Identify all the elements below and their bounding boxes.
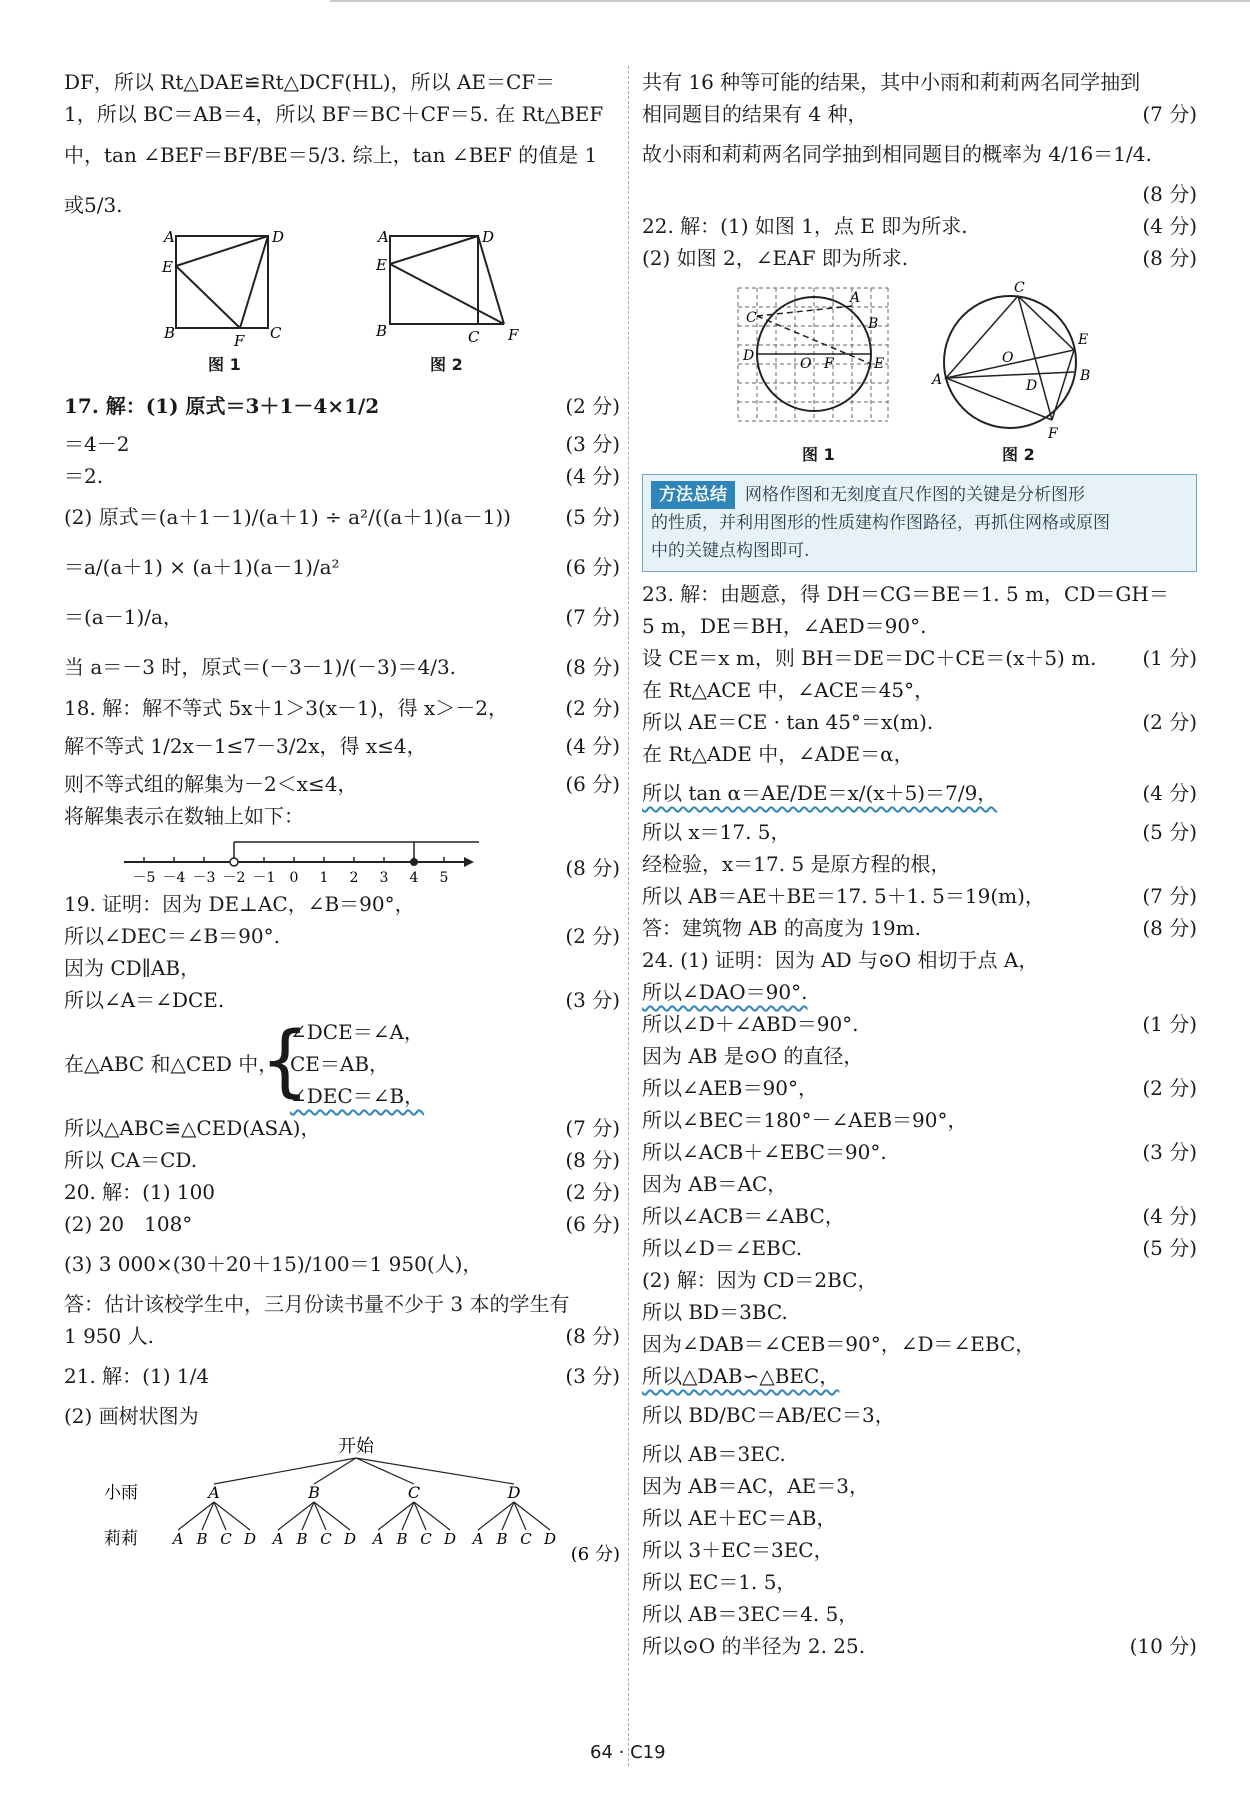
- text-line: 所以 CA＝CD. (8 分): [64, 1148, 620, 1172]
- text-line: 22. 解：(1) 如图 1，点 E 即为所求. (4 分): [642, 214, 1197, 238]
- tree-leaf: D: [543, 1530, 557, 1548]
- score: (6 分): [570, 1544, 620, 1562]
- text-line: 23. 解：由题意，得 DH＝CG＝BE＝1. 5 m，CD＝GH＝: [642, 582, 1169, 606]
- svg-text:C: C: [468, 328, 480, 346]
- text-line: 所以 AB＝AE＋BE＝17. 5＋1. 5＝19(m)， (7 分): [642, 884, 1197, 908]
- tree-leaf: D: [243, 1530, 257, 1548]
- text-line: 所以 3＋EC＝3EC，: [642, 1538, 834, 1562]
- text-line: 5 m，DE＝BH，∠AED＝90°.: [642, 614, 927, 638]
- top-rule: [330, 0, 1250, 2]
- text-line: 因为 AB 是⊙O 的直径，: [642, 1044, 864, 1068]
- text-line: ＝2. (4 分): [64, 464, 620, 488]
- text-line: 所以 BD/BC＝AB/EC＝3，: [642, 1403, 895, 1427]
- text-line: 设 CE＝x m，则 BH＝DE＝DC＋CE＝(x＋5) m. (1 分): [642, 646, 1197, 670]
- text-line: 所以 tan α＝AE/DE＝x/(x＋5)＝7/9， (4 分): [642, 781, 1197, 805]
- svg-text:F: F: [1048, 426, 1058, 442]
- text-line: 21. 解：(1) 1/4 (3 分): [64, 1364, 620, 1388]
- label-E: E: [162, 258, 173, 276]
- axis-tick-label: －4: [162, 870, 186, 886]
- text-line: 18. 解：解不等式 5x＋1＞3(x－1)，得 x＞－2， (2 分): [64, 696, 620, 720]
- text-line: 所以 BD＝3BC.: [642, 1300, 788, 1324]
- label-B: B: [164, 324, 176, 342]
- svg-text:E: E: [376, 256, 387, 274]
- text-line: 所以⊙O 的半径为 2. 25. (10 分): [642, 1634, 1197, 1658]
- q24: [642, 944, 1197, 1662]
- axis-tick-label: －5: [132, 870, 156, 886]
- text-line: 所以 AB＝3EC.: [642, 1442, 786, 1466]
- axis-tick-label: 3: [379, 870, 389, 886]
- text-line: ＝4－2 (3 分): [64, 432, 620, 456]
- axis-tick-label: －1: [252, 870, 276, 886]
- svg-text:E: E: [1078, 332, 1089, 348]
- tree-leaf: C: [420, 1530, 432, 1548]
- text-line: (2) 解：因为 CD＝2BC，: [642, 1268, 878, 1292]
- text-line: 因为 AB＝AC，: [642, 1172, 788, 1196]
- tree-leaf: D: [343, 1530, 357, 1548]
- svg-text:C: C: [746, 310, 757, 326]
- closed-point: [410, 858, 418, 866]
- brace-group: 在△ABC 和△CED 中， { ∠DCE＝∠A， CE＝AB， ∠DEC＝∠B，: [64, 1016, 425, 1108]
- tree-row1-label: 小雨: [104, 1483, 138, 1503]
- tree-leaf: D: [443, 1530, 457, 1548]
- text-line: 所以∠ACB＝∠ABC， (4 分): [642, 1204, 1197, 1228]
- tree-svg: [64, 1432, 620, 1562]
- q18: [64, 692, 620, 888]
- text-line: 解不等式 1/2x－1≤7－3/2x，得 x≤4， (4 分): [64, 734, 620, 758]
- number-line-svg: [64, 832, 620, 888]
- svg-text:D: D: [743, 348, 755, 364]
- text-line: 因为 AB＝AC，AE＝3，: [642, 1474, 870, 1498]
- svg-text:A: A: [932, 372, 943, 388]
- method-summary-box: 方法总结 网格作图和无刻度直尺作图的关键是分析图形 的性质，并利用图形的性质建构作图路径，再抓住网格或原图 中的关键点构图即可.: [642, 474, 1197, 572]
- q19: [64, 888, 620, 1176]
- text-line: 19. 证明：因为 DE⊥AC，∠B＝90°，: [64, 892, 415, 916]
- text-line: 所以∠DEC＝∠B＝90°. (2 分): [64, 924, 620, 948]
- text-line: 所以∠AEB＝90°， (2 分): [642, 1076, 1197, 1100]
- text-line: 20. 解：(1) 100 (2 分): [64, 1180, 620, 1204]
- left-column: [64, 66, 620, 1562]
- q21-continued: [642, 66, 1197, 210]
- text-line: (8 分): [1142, 182, 1197, 206]
- svg-text:D: D: [482, 230, 495, 246]
- text-line: 所以△DAB∽△BEC，: [642, 1364, 840, 1388]
- text-line: 所以∠ACB＋∠EBC＝90°. (3 分): [642, 1140, 1197, 1164]
- text-line: 将解集表示在数轴上如下：: [64, 804, 304, 828]
- text-line: 所以∠A＝∠DCE. (3 分): [64, 988, 620, 1012]
- svg-text:A: A: [850, 290, 861, 306]
- svg-text:B: B: [868, 316, 879, 332]
- text-line: 答：估计该校学生中，三月份读书量不少于 3 本的学生有: [64, 1292, 570, 1316]
- axis-tick-label: 0: [289, 870, 299, 886]
- text-line: 因为∠DAB＝∠CEB＝90°，∠D＝∠EBC，: [642, 1332, 1036, 1356]
- svg-text:C: C: [1014, 280, 1025, 296]
- axis-tick-label: 2: [349, 870, 359, 886]
- tree-node: B: [308, 1483, 320, 1502]
- text-line: 17. 解：(1) 原式＝3＋1－4×1/2 (2 分): [64, 394, 620, 418]
- tree-node: A: [208, 1483, 220, 1502]
- q20: [64, 1176, 620, 1352]
- axis-tick-label: 4: [409, 870, 419, 886]
- svg-text:B: B: [1080, 368, 1091, 384]
- text-line: 所以 EC＝1. 5，: [642, 1570, 797, 1594]
- text-line: 1，所以 BC＝AB＝4，所以 BF＝BC＋CF＝5. 在 Rt△BEF: [64, 102, 604, 126]
- fig2-caption: 图 2: [430, 355, 463, 374]
- axis-tick-label: 1: [319, 870, 329, 886]
- open-point: [230, 858, 238, 866]
- tree-leaf: A: [372, 1530, 384, 1548]
- text-line: 相同题目的结果有 4 种， (7 分): [642, 102, 1197, 126]
- q22: [642, 210, 1197, 468]
- tree-leaf: A: [172, 1530, 184, 1548]
- q21: [64, 1352, 620, 1562]
- axis-tick-label: －2: [222, 870, 246, 886]
- tree-leaf: C: [220, 1530, 232, 1548]
- text-line: (2) 如图 2，∠EAF 即为所求. (8 分): [642, 246, 1197, 270]
- column-divider: [628, 66, 629, 1766]
- text-line: 所以△ABC≌△CED(ASA)， (7 分): [64, 1116, 620, 1140]
- text-line: 所以∠DAO＝90°.: [642, 980, 808, 1004]
- page-number: 64 · C19: [590, 1742, 666, 1763]
- method-tag: 方法总结: [651, 481, 735, 509]
- svg-text:F: F: [508, 326, 519, 344]
- text-line: DF，所以 Rt△DAE≌Rt△DCF(HL)，所以 AE＝CF＝: [64, 70, 556, 94]
- tree-diagram: [64, 1432, 620, 1562]
- text-line: (2) 画树状图为: [64, 1404, 199, 1428]
- text-line: 或5/3.: [64, 193, 123, 217]
- tree-leaf: B: [296, 1530, 308, 1548]
- q22-fig1-caption: 图 1: [802, 445, 835, 464]
- tree-row2-label: 莉莉: [104, 1529, 138, 1549]
- text-line: 所以∠BEC＝180°－∠AEB＝90°，: [642, 1108, 968, 1132]
- text-line: 所以∠D＝∠EBC. (5 分): [642, 1236, 1197, 1260]
- text-line: 在 Rt△ADE 中，∠ADE＝α，: [642, 742, 914, 766]
- text-line: 所以 AB＝3EC＝4. 5，: [642, 1602, 859, 1626]
- text-line: (2) 20 108° (6 分): [64, 1212, 620, 1236]
- tree-leaf: B: [496, 1530, 508, 1548]
- svg-text:E: E: [874, 356, 885, 372]
- q22-figure-svg: [642, 278, 1197, 468]
- q23: [642, 578, 1197, 944]
- svg-text:D: D: [1026, 378, 1038, 394]
- right-column: [642, 66, 1197, 1662]
- tree-leaf: C: [520, 1530, 532, 1548]
- number-line: [64, 832, 620, 888]
- tree-leaf: A: [472, 1530, 484, 1548]
- label-C: C: [270, 324, 282, 342]
- svg-text:O: O: [1002, 350, 1014, 366]
- text-line: 因为 CD∥AB，: [64, 956, 201, 980]
- tree-node: C: [407, 1483, 421, 1502]
- axis-tick-label: －3: [192, 870, 216, 886]
- label-D: D: [272, 230, 285, 246]
- text-line: 所以∠D＋∠ABD＝90°. (1 分): [642, 1012, 1197, 1036]
- label-F: F: [234, 332, 245, 350]
- q17: [64, 384, 620, 692]
- text-line: 所以 AE＋EC＝AB，: [642, 1506, 837, 1530]
- tree-root: 开始: [338, 1436, 374, 1457]
- q16-figure-svg: [64, 230, 620, 380]
- tree-node: D: [507, 1483, 521, 1502]
- text-line: 24. (1) 证明：因为 AD 与⊙O 相切于点 A，: [642, 948, 1039, 972]
- text-line: 共有 16 种等可能的结果，其中小雨和莉莉两名同学抽到: [642, 70, 1141, 94]
- svg-text:A: A: [378, 230, 389, 246]
- axis-tick-label: 5: [439, 870, 449, 886]
- text-line: 所以 AE＝CE · tan 45°＝x(m). (2 分): [642, 710, 1197, 734]
- tree-leaf: B: [196, 1530, 208, 1548]
- text-line: 故小雨和莉莉两名同学抽到相同题目的概率为 4/16＝1/4.: [642, 142, 1152, 166]
- tree-leaf: B: [396, 1530, 408, 1548]
- text-line: 在 Rt△ACE 中，∠ACE＝45°，: [642, 678, 935, 702]
- text-line: 当 a＝－3 时，原式＝(－3－1)/(－3)＝4/3. (8 分): [64, 655, 620, 679]
- text-line: ＝a/(a＋1) × (a＋1)(a－1)/a² (6 分): [64, 555, 620, 579]
- text-line: 1 950 人. (8 分): [64, 1324, 620, 1348]
- tree-leaf: C: [320, 1530, 332, 1548]
- svg-text:O: O: [800, 356, 812, 372]
- fig1-caption: 图 1: [208, 355, 241, 374]
- q16-figures: [64, 230, 620, 380]
- text-line: (2) 原式＝(a＋1－1)/(a＋1) ÷ a²/((a＋1)(a－1)) (5 分): [64, 505, 620, 529]
- text-line: 所以 x＝17. 5， (5 分): [642, 820, 1197, 844]
- text-line: ＝(a－1)/a， (7 分): [64, 605, 620, 629]
- text-line: 答：建筑物 AB 的高度为 19m. (8 分): [642, 916, 1197, 940]
- text-line: 则不等式组的解集为－2＜x≤4， (6 分): [64, 772, 620, 796]
- svg-text:B: B: [376, 322, 388, 340]
- q22-figures: [642, 278, 1197, 468]
- text-line: 经检验，x＝17. 5 是原方程的根，: [642, 852, 951, 876]
- score: (8 分): [565, 856, 620, 880]
- q22-fig2-caption: 图 2: [1002, 445, 1035, 464]
- svg-text:F: F: [824, 356, 834, 372]
- label-A: A: [164, 230, 175, 246]
- text-line: 中，tan ∠BEF＝BF/BE＝5/3. 综上，tan ∠BEF 的值是 1: [64, 143, 598, 167]
- tree-leaf: A: [272, 1530, 284, 1548]
- q16-text: [64, 66, 620, 230]
- text-line: (3) 3 000×(30＋20＋15)/100＝1 950(人)，: [64, 1252, 483, 1276]
